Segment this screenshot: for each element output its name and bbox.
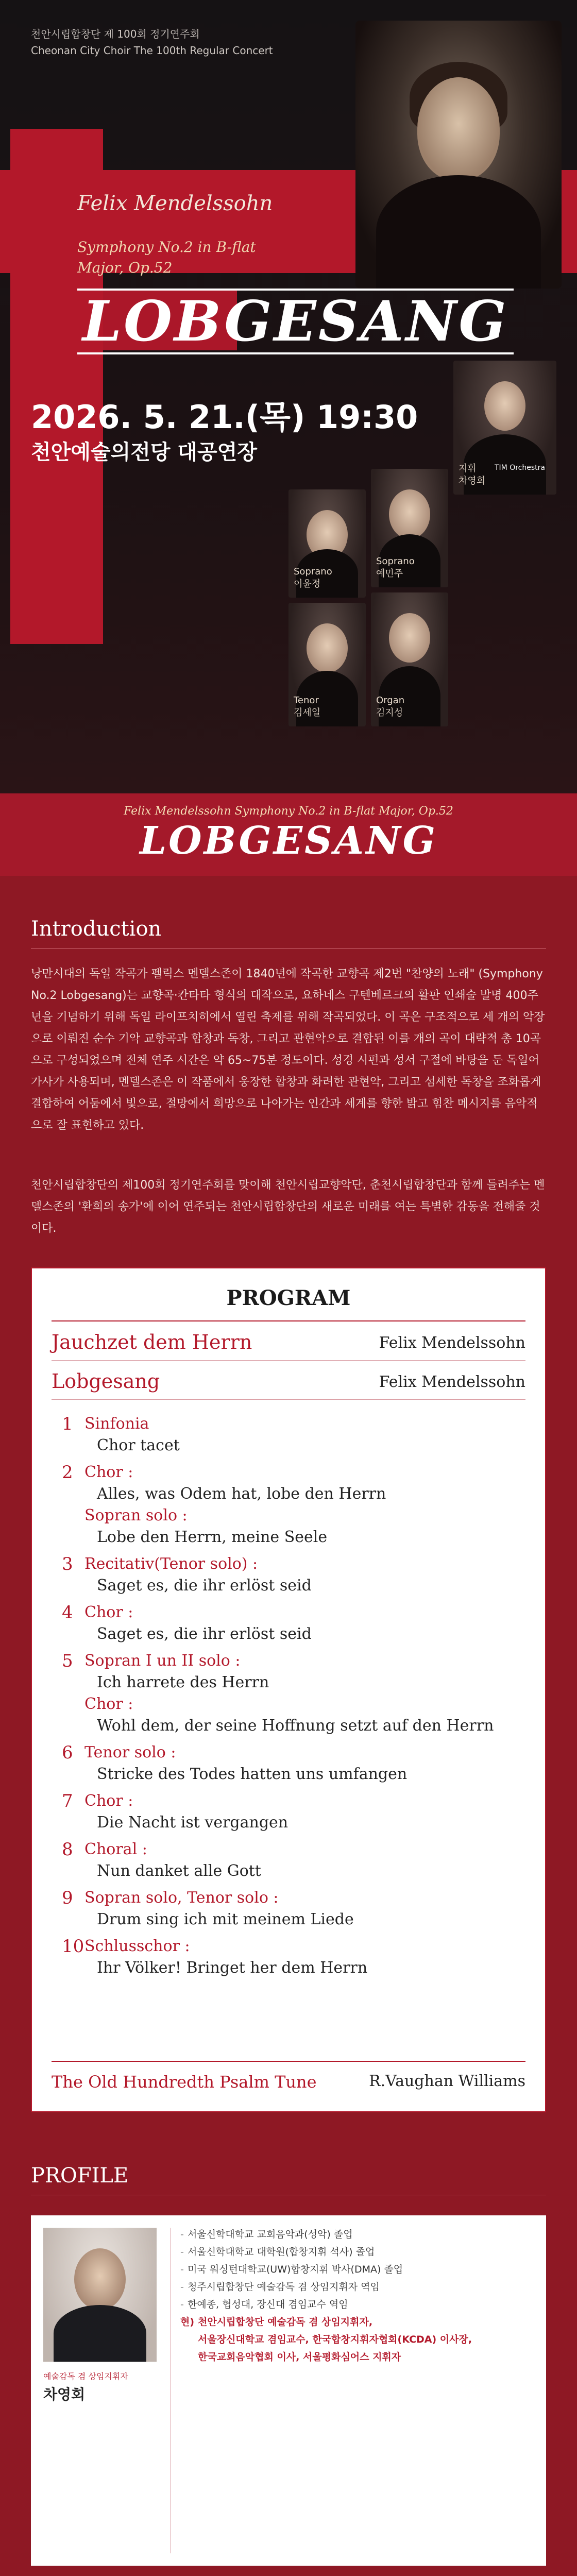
movement-line: Chor : — [84, 1603, 133, 1621]
movement-item — [62, 1742, 525, 1785]
movement-line: Schlusschor : — [84, 1937, 190, 1955]
piece-title: Jauchzet dem Herrn — [52, 1331, 252, 1353]
movement-line: Chor : — [84, 1463, 133, 1481]
movement-line: Alles, was Odem hat, lobe den Herrn — [97, 1485, 386, 1503]
profile-name: 차영회 — [43, 2386, 86, 2403]
profile-section — [0, 2143, 577, 2576]
movement-line: Recitativ(Tenor solo) : — [84, 1555, 258, 1573]
career-item: - 청주시립합창단 예술감독 겸 상임지휘자 역임 — [180, 2278, 534, 2296]
performer-photo — [371, 592, 448, 726]
movement-line: Sopran solo, Tenor solo : — [84, 1889, 279, 1907]
movement-number: 5 — [62, 1651, 73, 1671]
movement-number: 9 — [62, 1888, 73, 1908]
career-item: - 서울신학대학교 대학원(합창지휘 석사) 졸업 — [180, 2243, 534, 2261]
intro-heading: Introduction — [31, 917, 162, 941]
movement-line: Stricke des Todes hatten uns umfangen — [97, 1765, 408, 1783]
orchestra-label: TIM Orchestra — [495, 464, 545, 472]
composer-name: Felix Mendelssohn — [77, 192, 273, 215]
performer-name: 김지성 — [376, 707, 403, 718]
movement-line: Chor : — [84, 1695, 133, 1713]
hero-title: LOBGESANG — [77, 289, 514, 354]
current-position: 한국교회음악협회 이사, 서울평화심어스 지휘자 — [198, 2351, 401, 2363]
hero-section — [0, 0, 577, 793]
intro-paragraph: 낭만시대의 독일 작곡가 펠릭스 멘델스존이 1840년에 작곡한 교향곡 제2번 "찬양의 노래" (Symphony No.2 Lobgesang)는 교향곡·칸타타 형식의 대작으로, 요하네스 구텐베르크의 활판 인쇄술 발명 400주년을 기념하기 위해 독일 라이프치히에서 열린 축제를 위해 작곡되었다. 이 곡은 구조적으로 세 개의 악장으로 이뤄진 순수 기악 교향곡과 합창과 독창, 그리고 관현악으로 결합된 이를 개의 곡이 대략적 총 10곡으로 구성되었으며 전체 연주 시간은 약 65~75분 정도이다. 성경 시편과 성서 구절에 바탕을 둔 독일어 가사가 사용되며, 멘델스존은 이 작품에서 웅장한 합창과 화려한 관현악, 그리고 섬세한 독창을 조화롭게 결합하여 어둠에서 빛으로, 절망에서 희망으로 나아가는 인간과 세계를 향한 밝고 힘찬 메시지를 음악적으로 잘 표현하고 있다. — [31, 968, 545, 1132]
movement-line: Saget es, die ihr erlöst seid — [97, 1625, 312, 1643]
movement-line: Drum sing ich mit meinem Liede — [97, 1910, 354, 1928]
program-box — [31, 1267, 546, 2112]
concert-header — [31, 26, 273, 59]
profile-career-list — [180, 2226, 534, 2366]
movement-line: Ihr Völker! Bringet her dem Herrn — [97, 1959, 368, 1977]
movement-item — [62, 1462, 525, 1548]
concert-header-en: Cheonan City Choir The 100th Regular Concert — [31, 44, 273, 57]
intro-paragraph: 천안시립합창단의 제100회 정기연주회를 맞이해 천안시립교향악단, 춘천시립합창단과 함께 들려주는 멘델스존의 '환희의 송가'에 이어 연주되는 천안시립합창단의 새로운 미래를 여는 특별한 감동을 전해줄 것이다. — [31, 1179, 545, 1235]
movement-item — [62, 1650, 525, 1737]
profile-heading: PROFILE — [31, 2164, 129, 2188]
profile-card — [31, 2215, 546, 2566]
performer-name: 이윤정 — [294, 579, 321, 589]
concert-venue: 천안예술의전당 대공연장 — [31, 440, 257, 464]
movement-line: Nun danket alle Gott — [97, 1862, 261, 1880]
movement-item — [62, 1839, 525, 1882]
piece-title: Lobgesang — [52, 1370, 160, 1393]
performer-name: 예민주 — [376, 568, 403, 579]
movement-line: Tenor solo : — [84, 1743, 176, 1761]
movement-item — [62, 1887, 525, 1930]
movement-line: Chor tacet — [97, 1436, 180, 1454]
current-position: 현) 천안시립합창단 예술감독 겸 상임지휘자, — [180, 2313, 534, 2331]
movement-line: Sinfonia — [84, 1415, 149, 1433]
movement-line: Choral : — [84, 1840, 147, 1858]
concert-header-ko: 천안시립합창단 제 100회 정기연주회 — [31, 28, 200, 40]
band-title: LOBGESANG — [140, 819, 437, 863]
current-position: 서울장신대학교 겸임교수, 한국합창지휘자협회(KCDA) 이사장, — [198, 2334, 472, 2345]
profile-photo — [43, 2228, 157, 2362]
movement-number: 4 — [62, 1602, 73, 1623]
movement-number: 1 — [62, 1414, 73, 1434]
divider — [170, 2228, 171, 2553]
movement-line: Die Nacht ist vergangen — [97, 1814, 288, 1832]
piece-composer: Felix Mendelssohn — [379, 1334, 525, 1352]
title-band — [0, 793, 577, 876]
movement-number: 8 — [62, 1839, 73, 1860]
movement-line: Sopran I un II solo : — [84, 1652, 241, 1670]
movement-line: Ich harrete des Herrn — [97, 1673, 269, 1691]
piece-composer: Felix Mendelssohn — [379, 1373, 525, 1391]
movement-item — [62, 1553, 525, 1597]
performer-photo — [288, 603, 366, 726]
movement-item — [62, 1936, 525, 1979]
movement-item — [62, 1413, 525, 1456]
movement-item — [62, 1790, 525, 1834]
program-heading: PROGRAM — [226, 1286, 351, 1310]
band-subtitle: Felix Mendelssohn Symphony No.2 in B-flat Major, Op.52 — [124, 805, 453, 818]
movement-line: Lobe den Herrn, meine Seele — [97, 1528, 328, 1546]
movement-line: Wohl dem, der seine Hoffnung setzt auf den Herrn — [97, 1717, 494, 1735]
performer-photo — [288, 489, 366, 598]
conductor-photo — [453, 361, 556, 495]
performer-role: 지휘 — [459, 463, 477, 474]
symphony-name: Symphony No.2 in B-flat Major, Op.52 — [77, 239, 256, 276]
movement-line: Sopran solo : — [84, 1506, 188, 1524]
movement-number: 6 — [62, 1742, 73, 1763]
movement-list — [31, 1400, 546, 1979]
program-piece — [52, 1361, 525, 1400]
movement-number: 10 — [62, 1936, 84, 1957]
performer-role: Organ — [376, 695, 405, 706]
profile-role: 예술감독 겸 상임지휘자 — [43, 2371, 128, 2381]
movement-number: 2 — [62, 1462, 73, 1483]
piece-title: The Old Hundredth Psalm Tune — [52, 2072, 317, 2092]
performer-role: Tenor — [294, 695, 319, 706]
career-item: - 한예종, 협성대, 장신대 겸임교수 역임 — [180, 2296, 534, 2313]
movement-number: 3 — [62, 1554, 73, 1574]
composer-portrait — [355, 21, 562, 289]
piece-composer: R.Vaughan Williams — [369, 2072, 525, 2090]
movement-line: Saget es, die ihr erlöst seid — [97, 1577, 312, 1595]
career-item: - 미국 워싱턴대학교(UW)합창지휘 박사(DMA) 졸업 — [180, 2261, 534, 2278]
program-piece — [52, 1321, 525, 1361]
performer-photo — [371, 469, 448, 587]
career-item: - 서울신학대학교 교회음악과(성악) 졸업 — [180, 2226, 534, 2243]
performer-role: Soprano — [294, 566, 332, 577]
performer-name: 김세일 — [294, 707, 321, 718]
program-piece — [52, 2061, 525, 2092]
movement-item — [62, 1602, 525, 1645]
concert-datetime: 2026. 5. 21.(목) 19:30 — [31, 398, 418, 436]
performer-name: 차영회 — [459, 476, 486, 486]
movement-number: 7 — [62, 1791, 73, 1811]
movement-line: Chor : — [84, 1792, 133, 1810]
performer-role: Soprano — [376, 556, 415, 567]
